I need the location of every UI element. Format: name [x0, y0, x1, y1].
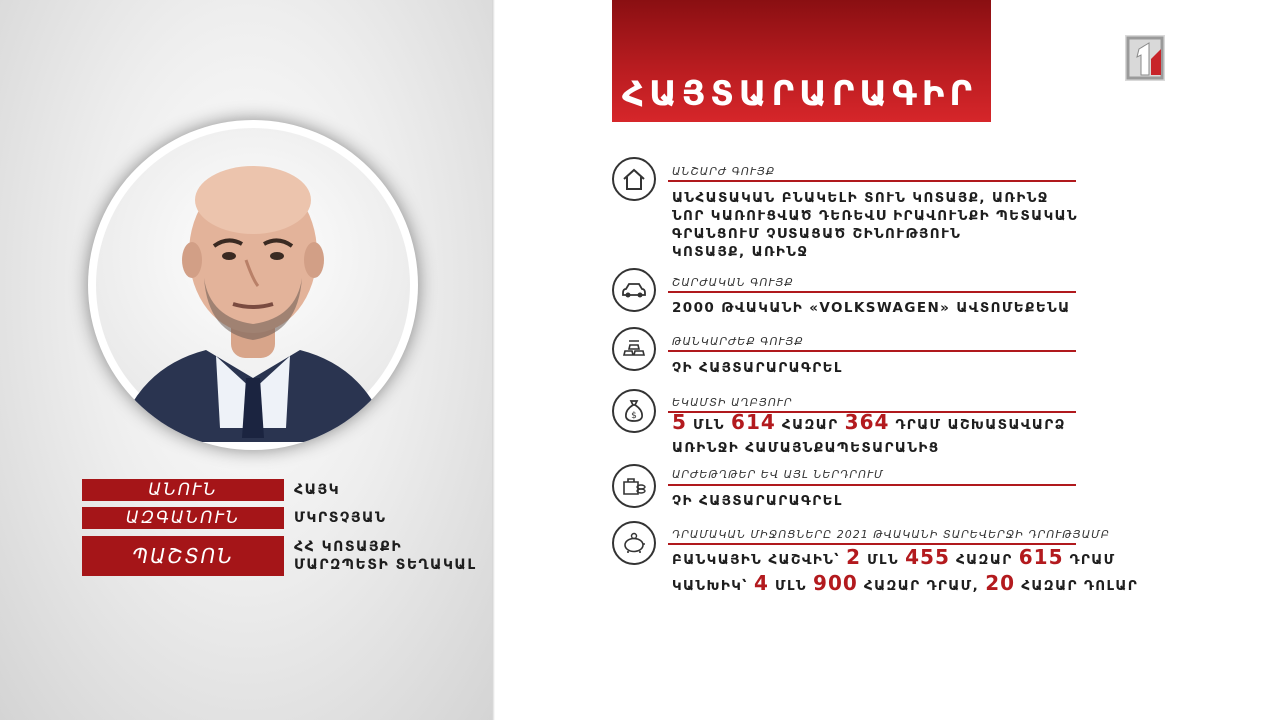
real-estate-line-2: ՆՈՐ ԿԱՌՈՒՑՎԱԾ ԴԵՌԵՎՍ ԻՐԱՎՈՒՆՔԻ ՊԵՏԱԿԱՆ — [672, 208, 1079, 224]
bank-prefix: ԲԱՆԿԱՅԻՆ ՀԱՇՎԻՆ՝ — [672, 552, 840, 568]
piggy-bank-icon — [612, 521, 656, 565]
movable-divider — [668, 291, 1076, 293]
income-line-1 — [672, 410, 1066, 434]
cash-label: ԴՐԱՄԱԿԱՆ ՄԻՋՈՑՆԵՐԸ 2021 ԹՎԱԿԱՆԻ ՏԱՐԵՎԵՐՋԻ ԴՐՈՒԹՅԱՄԲ — [672, 528, 1110, 541]
valuables-text: ՉԻ ՀԱՅՏԱՐԱՐԱԳՐԵԼ — [672, 360, 843, 376]
first-name-label: ԱՆՈՒՆ — [82, 479, 284, 501]
real-estate-line-1: ԱՆՀԱՏԱԿԱՆ ԲՆԱԿԵԼԻ ՏՈՒՆ ԿՈՏԱՅՔ, ԱՌԻՆՋ — [672, 190, 1049, 206]
person-photo — [96, 128, 410, 442]
securities-label: ԱՐԺԵԹՂԹԵՐ ԵՎ ԱՅԼ ՆԵՐԴՐՈՒՄ — [672, 468, 884, 481]
briefcase-coins-icon — [612, 464, 656, 508]
cash-unit-thousand: ՀԱԶԱՐ ԴՐԱՄ, — [863, 578, 980, 594]
position-line-2: ՄԱՐԶՊԵՏԻ ՏԵՂԱԿԱԼ — [294, 557, 477, 573]
cash-usd: 20 — [985, 571, 1016, 595]
cash-line — [672, 571, 1139, 595]
car-icon — [612, 268, 656, 312]
position-value — [294, 538, 477, 574]
house-icon — [612, 157, 656, 201]
money-bag-icon — [612, 389, 656, 433]
bank-unit-mln: ՄԼՆ — [867, 552, 900, 568]
valuables-divider — [668, 350, 1076, 352]
position-label: ՊԱՇՏՈՆ — [82, 536, 284, 576]
movable-label: ՇԱՐԺԱԿԱՆ ԳՈՒՅՔ — [672, 276, 794, 289]
page-title: ՀԱՅՏԱՐԱՐԱԳԻՐ — [622, 74, 978, 114]
first-name-value: ՀԱՅԿ — [294, 482, 341, 498]
income-unit-2: ՀԱԶԱՐ — [781, 417, 839, 433]
bank-unit-thousand: ՀԱԶԱՐ — [955, 552, 1013, 568]
real-estate-line-3: ԳՐԱՆՑՈՒՄ ՉՍՏԱՑԱԾ ՇԻՆՈՒԹՅՈՒՆ — [672, 226, 962, 242]
real-estate-divider — [668, 180, 1076, 182]
channel-logo-icon — [1125, 35, 1165, 81]
bank-unit-dram: ԴՐԱՄ — [1069, 552, 1116, 568]
income-amount-3: 364 — [844, 410, 890, 434]
person-portrait — [88, 120, 418, 450]
income-unit-3: ԴՐԱՄ ԱՇԽԱՏԱՎԱՐՁ — [895, 417, 1066, 433]
movable-text: 2000 ԹՎԱԿԱՆԻ «VOLKSWAGEN» ԱՎՏՈՄԵՔԵՆԱ — [672, 300, 1071, 316]
cash-divider — [668, 543, 1076, 545]
securities-text: ՉԻ ՀԱՅՏԱՐԱՐԱԳՐԵԼ — [672, 493, 843, 509]
cash-thousand: 900 — [813, 571, 858, 595]
cash-mln: 4 — [754, 571, 769, 595]
securities-divider — [668, 484, 1076, 486]
cash-unit-mln: ՄԼՆ — [775, 578, 807, 594]
real-estate-line-4: ԿՈՏԱՅՔ, ԱՌԻՆՋ — [672, 244, 809, 260]
income-amount-2: 614 — [731, 410, 776, 434]
income-label: ԵԿԱՄՏԻ ԱՂԲՅՈՒՐ — [672, 396, 793, 409]
gold-bars-icon — [612, 327, 656, 371]
income-line-2: ԱՌԻՆՋԻ ՀԱՄԱՅՆՔԱՊԵՏԱՐԱՆԻՑ — [672, 440, 940, 456]
bank-thousand: 455 — [905, 545, 950, 569]
bank-account-line — [672, 545, 1116, 569]
income-unit-1: ՄԼՆ — [693, 417, 725, 433]
position-line-1: ՀՀ ԿՈՏԱՅՔԻ — [294, 539, 403, 555]
cash-unit-usd: ՀԱԶԱՐ ԴՈԼԱՐ — [1021, 578, 1139, 594]
last-name-label: ԱԶԳԱՆՈՒՆ — [82, 507, 284, 529]
last-name-value: ՄԿՐՏՉՅԱՆ — [294, 510, 387, 526]
bank-mln: 2 — [846, 545, 861, 569]
bank-dram: 615 — [1018, 545, 1064, 569]
cash-prefix: ԿԱՆԽԻԿ՝ — [672, 578, 748, 594]
income-amount-1: 5 — [672, 410, 687, 434]
valuables-label: ԹԱՆԿԱՐԺԵՔ ԳՈՒՅՔ — [672, 335, 804, 348]
svg-text:$: $ — [631, 411, 637, 421]
real-estate-label: ԱՆՇԱՐԺ ԳՈՒՅՔ — [672, 165, 776, 178]
